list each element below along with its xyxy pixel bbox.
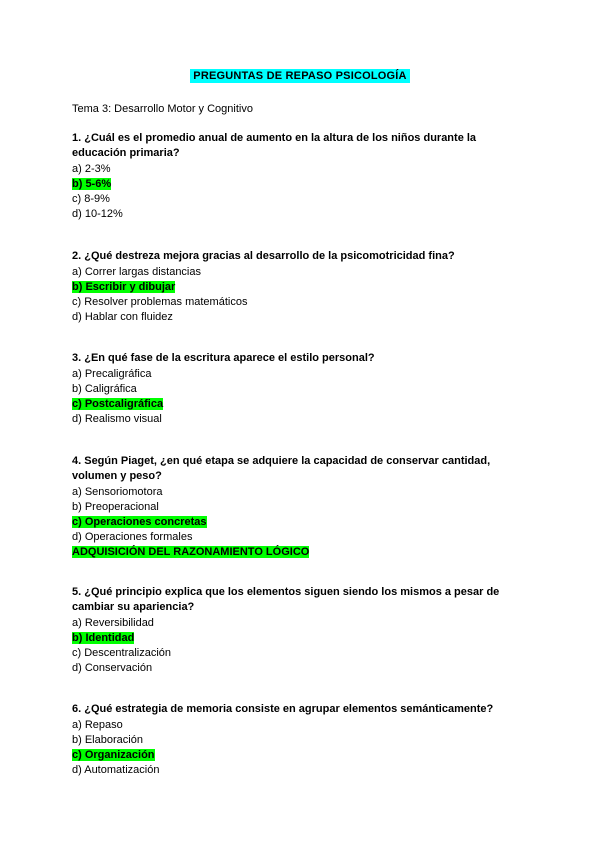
answer-note: ADQUISICIÓN DEL RAZONAMIENTO LÓGICO [72, 546, 310, 558]
question-3 [72, 351, 532, 427]
title-text: PREGUNTAS DE REPASO PSICOLOGÍA [190, 69, 409, 83]
document-subtitle: Tema 3: Desarrollo Motor y Cognitivo [72, 103, 253, 115]
option-a: a) Precaligráfica [72, 368, 152, 380]
option-d: d) Operaciones formales [72, 531, 193, 543]
option-a: a) Reversibilidad [72, 617, 154, 629]
option-b-correct: b) 5-6% [72, 178, 112, 190]
option-b: b) Elaboración [72, 734, 143, 746]
question-5 [72, 585, 532, 676]
question-2 [72, 249, 532, 325]
option-a: a) Repaso [72, 719, 123, 731]
option-b-correct: b) Escribir y dibujar [72, 281, 176, 293]
option-b: b) Preoperacional [72, 501, 159, 513]
question-text: 3. ¿En qué fase de la escritura aparece el estilo personal? [72, 352, 375, 364]
option-d: d) Realismo visual [72, 413, 162, 425]
option-c: c) Resolver problemas matemáticos [72, 296, 248, 308]
option-c-correct: c) Organización [72, 749, 155, 761]
question-text: 1. ¿Cuál es el promedio anual de aumento en la altura de los niños durante la educación primaria? [72, 132, 477, 159]
option-d: d) Automatización [72, 764, 160, 776]
option-a: a) Sensoriomotora [72, 486, 163, 498]
page-title [0, 70, 600, 82]
option-c: c) 8-9% [72, 193, 110, 205]
option-d: d) Conservación [72, 662, 153, 674]
option-c: c) Descentralización [72, 647, 172, 659]
option-b: b) Caligráfica [72, 383, 137, 395]
option-c-correct: c) Postcaligráfica [72, 398, 164, 410]
question-1 [72, 131, 532, 222]
question-text: 5. ¿Qué principio explica que los elementos siguen siendo los mismos a pesar de cambiar su apariencia? [72, 586, 500, 613]
question-4 [72, 454, 532, 560]
option-d: d) 10-12% [72, 208, 123, 220]
option-b-correct: b) Identidad [72, 632, 135, 644]
question-text: 4. Según Piaget, ¿en qué etapa se adquiere la capacidad de conservar cantidad, volumen y peso? [72, 455, 491, 482]
option-d: d) Hablar con fluidez [72, 311, 173, 323]
option-a: a) Correr largas distancias [72, 266, 201, 278]
option-a: a) 2-3% [72, 163, 111, 175]
option-c-correct: c) Operaciones concretas [72, 516, 207, 528]
question-text: 6. ¿Qué estrategia de memoria consiste en agrupar elementos semánticamente? [72, 703, 494, 715]
question-text: 2. ¿Qué destreza mejora gracias al desarrollo de la psicomotricidad fina? [72, 250, 455, 262]
question-6 [72, 702, 532, 778]
